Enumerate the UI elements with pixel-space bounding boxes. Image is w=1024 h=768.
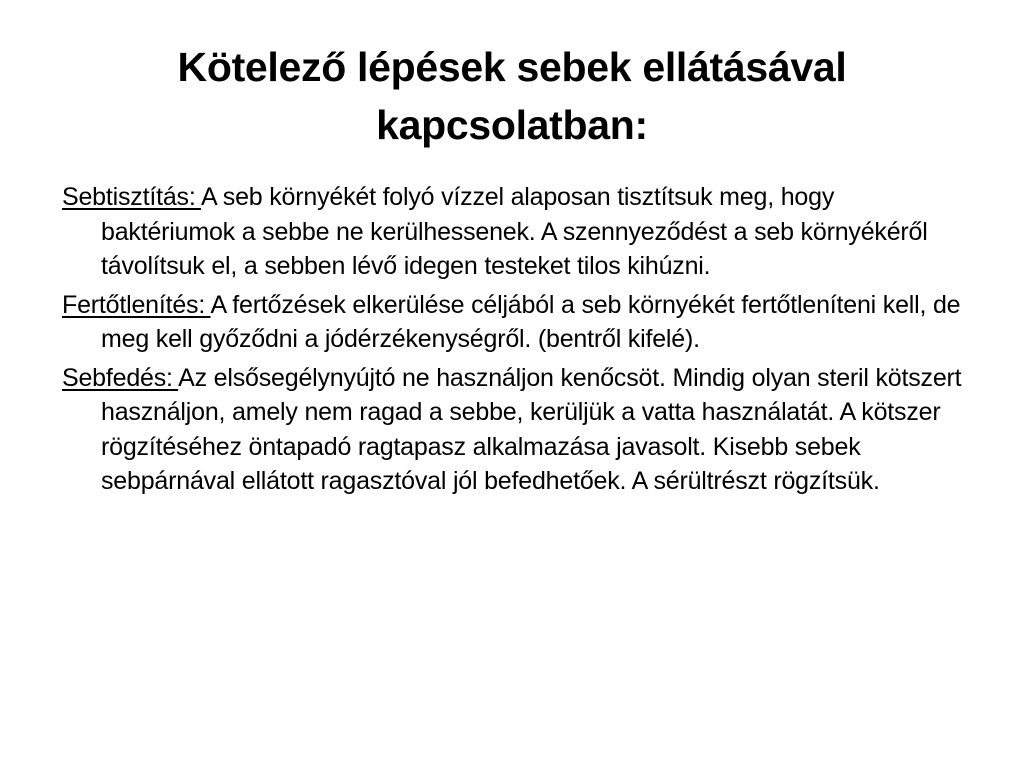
slide-title [60,38,964,154]
list-item-sebtisztitas [62,180,972,284]
slide-title-line-1: Kötelező lépések sebek ellátásával [177,44,847,90]
content-list [62,180,972,503]
list-item-fertotlenites [62,288,972,357]
item-text: A seb környékét folyó vízzel alaposan tisztítsuk meg, hogy baktériumok a sebbe ne kerülhessenek. A szennyeződést a seb környékéről távolítsuk el, a sebben lévő idegen testeket tilos kihúzni. [101,183,928,280]
item-term: Sebfedés: [62,363,179,392]
item-text: Az elsősegélynyújtó ne használjon kenőcsöt. Mindig olyan steril kötszert használjon, amely nem ragad a sebbe, kerüljük a vatta használatát. A kötszer rögzítéséhez öntapadó ragtapasz alkalmazása javasolt. Kisebb sebek sebpárnával ellátott ragasztóval jól befedhetőek. A sérültrészt rögzítsük. [101,363,962,495]
slide-title-line-2: kapcsolatban: [376,102,648,148]
item-term: Fertőtlenítés: [62,290,211,319]
list-item-sebfedes [62,361,972,499]
item-text: A fertőzések elkerülése céljából a seb környékét fertőtleníteni kell, de meg kell győződni a jódérzékenységről. (bentről kifelé). [101,290,961,353]
item-term: Sebtisztítás: [62,183,201,211]
